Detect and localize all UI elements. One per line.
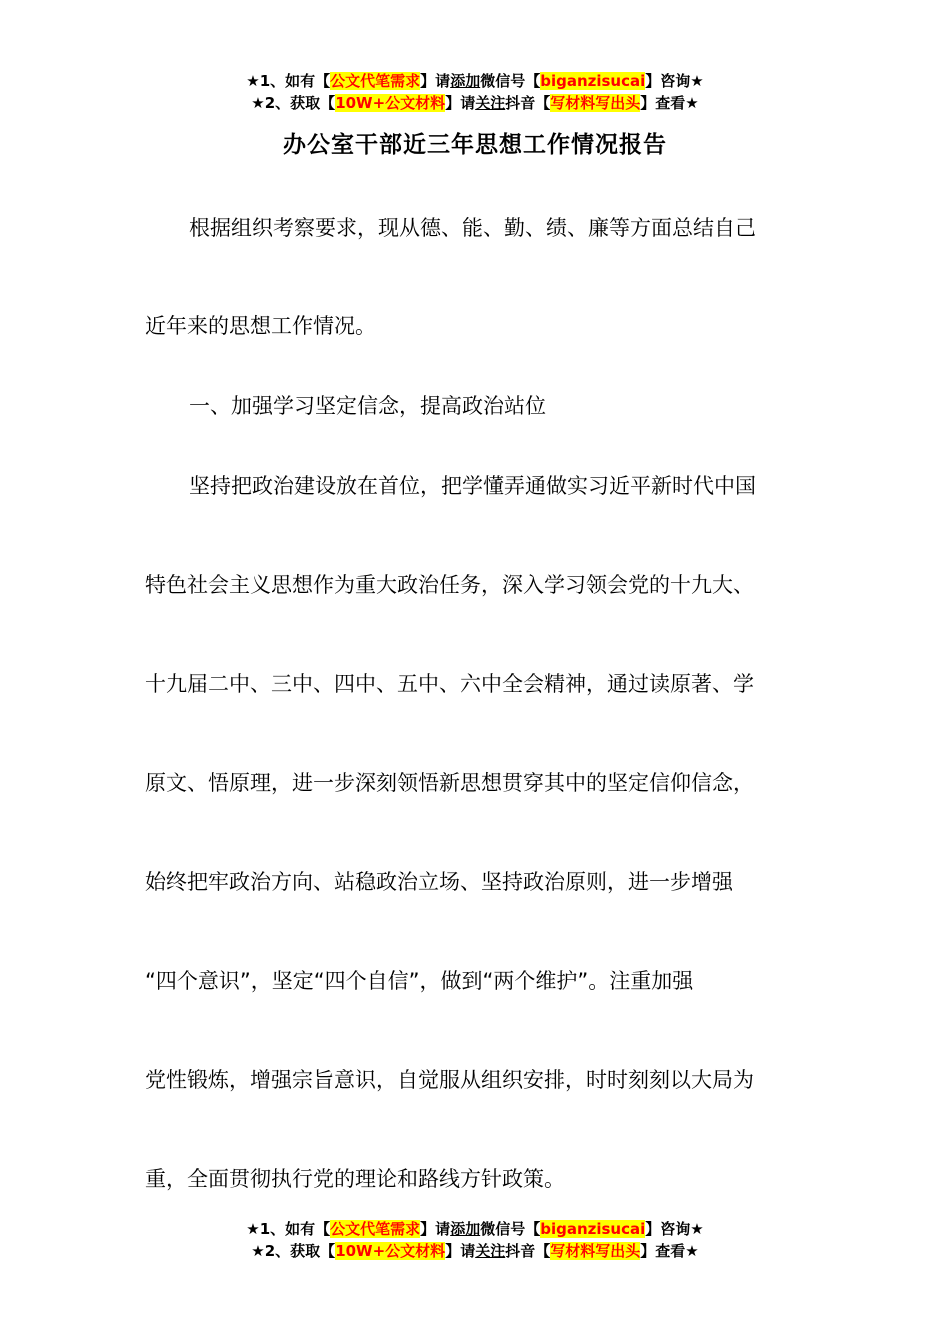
- banner-text: 抖音【: [505, 94, 551, 112]
- banner-text: 】查看★: [640, 94, 699, 112]
- banner-text: 抖音【: [505, 1242, 551, 1260]
- banner-highlight: 公文代笔需求: [330, 72, 421, 90]
- banner-text: 微信号【: [480, 72, 541, 90]
- banner-text: 】请: [420, 1220, 451, 1238]
- banner-line-1: [0, 1218, 950, 1240]
- body-line: “四个意识”，坚定“四个自信”，做到“两个维护”。注重加强: [145, 969, 694, 993]
- banner-text: 】请: [445, 94, 476, 112]
- body-line: 十九届二中、三中、四中、五中、六中全会精神，通过读原著、学: [145, 672, 754, 696]
- banner-line-1: [0, 70, 950, 92]
- banner-text: 】请: [420, 72, 451, 90]
- wechat-id-highlight: biganzisucai: [540, 1220, 646, 1238]
- banner-highlight: 10W+公文材料: [335, 94, 446, 112]
- douyin-id-highlight: 写材料写出头: [550, 94, 641, 112]
- body-line: 原文、悟原理，进一步深刻领悟新思想贯穿其中的坚定信仰信念，: [145, 771, 754, 795]
- top-banner: [0, 70, 950, 114]
- bottom-banner: [0, 1218, 950, 1262]
- body-line: 始终把牢政治方向、站稳政治立场、坚持政治原则，进一步增强: [145, 870, 733, 894]
- body-line: 坚持把政治建设放在首位，把学懂弄通做实习近平新时代中国: [189, 474, 756, 498]
- douyin-id-highlight: 写材料写出头: [550, 1242, 641, 1260]
- banner-highlight: 公文代笔需求: [330, 1220, 421, 1238]
- document-body: [145, 208, 805, 1199]
- banner-text: ★1、如有【: [246, 72, 331, 90]
- banner-underline-text: 添加: [450, 72, 481, 90]
- document-title: 办公室干部近三年思想工作情况报告: [283, 132, 667, 158]
- body-line: 重，全面贯彻执行党的理论和路线方针政策。: [145, 1167, 565, 1191]
- banner-line-2: [0, 92, 950, 114]
- banner-text: ★2、获取【: [251, 1242, 336, 1260]
- banner-text: 微信号【: [480, 1220, 541, 1238]
- banner-underline-text: 添加: [450, 1220, 481, 1238]
- banner-text: ★2、获取【: [251, 94, 336, 112]
- body-line: 党性锻炼，增强宗旨意识，自觉服从组织安排，时时刻刻以大局为: [145, 1068, 754, 1092]
- banner-text: 】咨询★: [645, 72, 704, 90]
- banner-text: 】查看★: [640, 1242, 699, 1260]
- wechat-id-highlight: biganzisucai: [540, 72, 646, 90]
- banner-highlight: 10W+公文材料: [335, 1242, 446, 1260]
- banner-line-2: [0, 1240, 950, 1262]
- banner-text: ★1、如有【: [246, 1220, 331, 1238]
- banner-text: 】请: [445, 1242, 476, 1260]
- section-heading: 一、加强学习坚定信念，提高政治站位: [189, 394, 546, 418]
- banner-underline-text: 关注: [475, 94, 506, 112]
- body-line: 近年来的思想工作情况。: [145, 314, 376, 338]
- body-line: 特色社会主义思想作为重大政治任务，深入学习领会党的十九大、: [145, 573, 754, 597]
- banner-underline-text: 关注: [475, 1242, 506, 1260]
- body-line: 根据组织考察要求，现从德、能、勤、绩、廉等方面总结自己: [189, 216, 756, 240]
- banner-text: 】咨询★: [645, 1220, 704, 1238]
